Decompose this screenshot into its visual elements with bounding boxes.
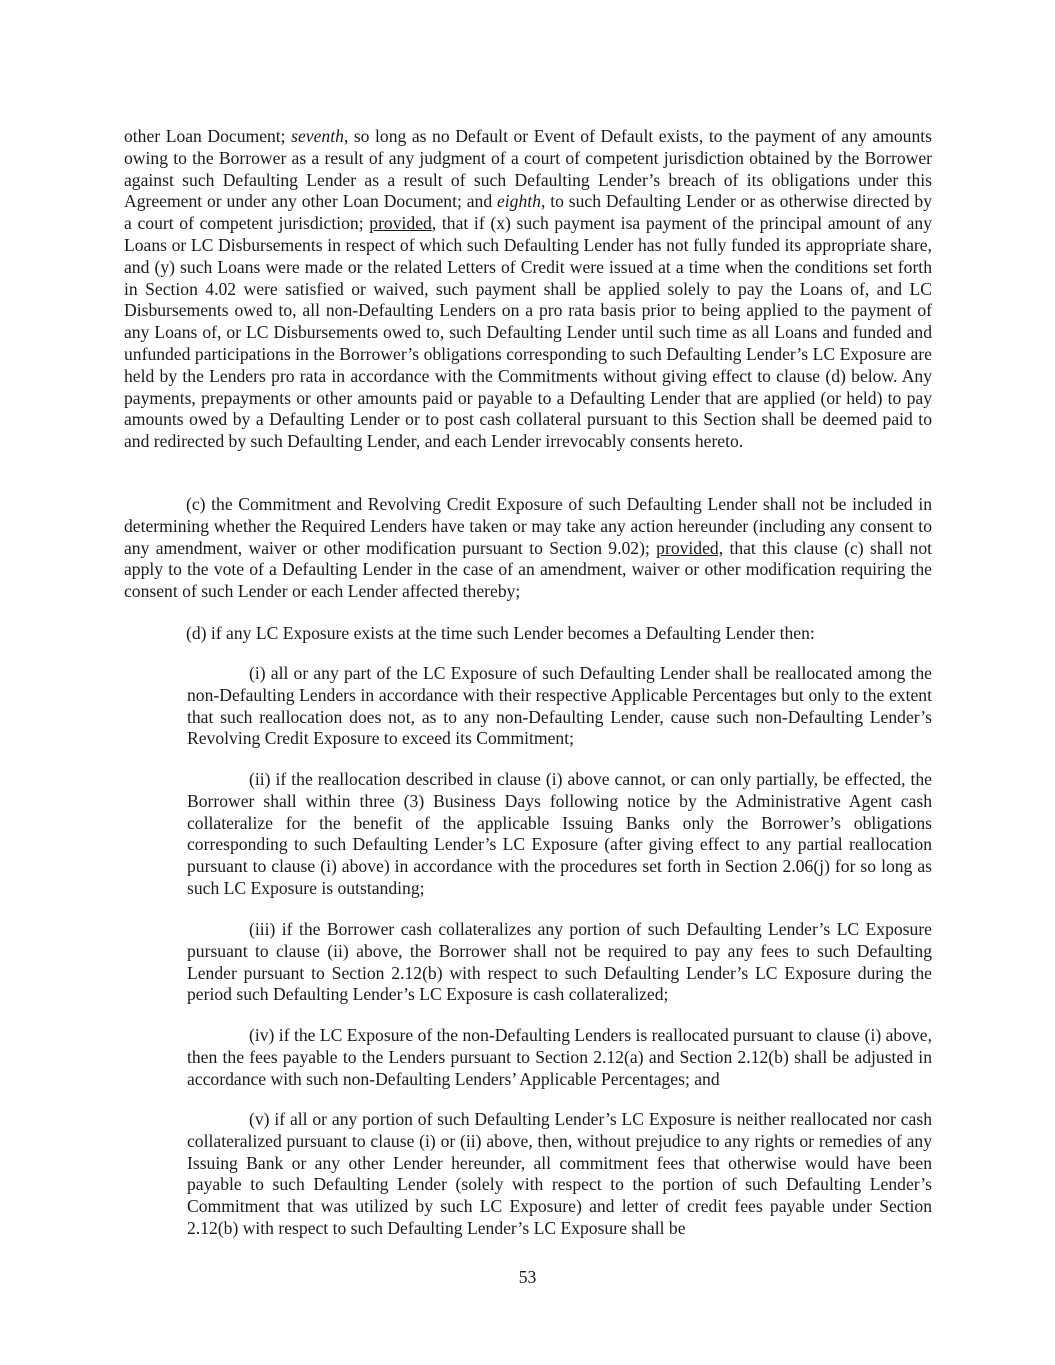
underlined-provided: provided [369,213,432,234]
page-number: 53 [518,1267,537,1287]
emphasis-eighth: eighth [496,191,541,212]
subparagraph-i: (i) all or any part of the LC Exposure of such Defaulting Lender shall be reallocated among the non-Defaulting Lenders in accordance with their respective Applicable Percentages but only to the extent that such reallocation does not, as to any non-Defaulting Lender, cause such non-Defaulting Lender’s Revolving Credit Exposure to exceed its Commitment; [187,663,932,749]
subparagraph-iv: (iv) if the LC Exposure of the non-Defaulting Lenders is reallocated pursuant to clause (i) above, then the fees payable to the Lenders pursuant to Section 2.12(a) and Section 2.12(b) shall be adjusted in accordance with such non-Defaulting Lenders’ Applicable Percentages; and [187,1025,932,1089]
subparagraph-v: (v) if all or any portion of such Defaulting Lender’s LC Exposure is neither reallocated nor cash collateralized pursuant to clause (i) or (ii) above, then, without prejudice to any rights or remedies of any Issuing Bank or any other Lender hereunder, all commitment fees that otherwise would have been payable to such Defaulting Lender (solely with respect to the portion of such Defaulting Lender’s Commitment that was utilized by such LC Exposure) and letter of credit fees payable under Section 2.12(b) with respect to such Defaulting Lender’s LC Exposure shall be [187,1109,932,1238]
emphasis-seventh: seventh [291,126,344,146]
paragraph-c: (c) the Commitment and Revolving Credit Exposure of such Defaulting Lender shall not be included in determining whether the Required Lenders have taken or may take any action hereunder (including any consent to any amendment, waiver or other modification pursuant to Section 9.02); provided, that this clause (c) shall not apply to the vote of a Defaulting Lender in the case of an amendment, waiver or other modification requiring the consent of such Lender or each Lender affected thereby; [124,494,932,602]
paragraph-d: (d) if any LC Exposure exists at the time such Lender becomes a Defaulting Lender then: [186,623,815,643]
paragraph-continuation: other Loan Document; seventh, so long as no Default or Event of Default exists, to the payment of any amounts owing to the Borrower as a result of any judgment of a court of competent jurisdiction obtained by the Borrower against such Defaulting Lender as a result of such Defaulting Lender’s breach of its obligations under this Agreement or under any other Loan Document; and eighth, to such Defaulting Lender or as otherwise directed by a court of competent jurisdiction; provided, that if (x) such payment isa payment of the principal amount of any Loans or LC Disbursements in respect of which such Defaulting Lender has not fully funded its appropriate share, and (y) such Loans were made or the related Letters of Credit were issued at a time when the conditions set forth in Section 4.02 were satisfied or waived, such payment shall be applied solely to pay the Loans of, and LC Disbursements owed to, all non-Defaulting Lenders on a pro rata basis prior to being applied to the payment of any Loans of, or LC Disbursements owed to, such Defaulting Lender until such time as all Loans and funded and unfunded participations in the Borrower’s obligations corresponding to such Defaulting Lender’s LC Exposure are held by the Lenders pro rata in accordance with the Commitments without giving effect to clause (d) below. Any payments, prepayments or other amounts paid or payable to a Defaulting Lender that are applied (or held) to pay amounts owed by a Defaulting Lender or to post cash collateral pursuant to this Section shall be deemed paid to and redirected by such Defaulting Lender, and each Lender irrevocably consents hereto. [124,126,933,452]
underlined-provided: provided, [656,537,724,558]
subparagraph-ii: (ii) if the reallocation described in clause (i) above cannot, or can only partially, be effected, the Borrower shall within three (3) Business Days following notice by the Administrative Agent cash collateralize for the benefit of the applicable Issuing Banks only the Borrower’s obligations corresponding to such Defaulting Lender’s LC Exposure (after giving effect to any partial reallocation pursuant to clause (i) above) in accordance with the procedures set forth in Section 2.06(j) for so long as such LC Exposure is outstanding; [187,769,932,898]
subparagraph-iii: (iii) if the Borrower cash collateralizes any portion of such Defaulting Lender’s LC Exposure pursuant to clause (ii) above, the Borrower shall not be required to pay any fees to such Defaulting Lender pursuant to Section 2.12(b) with respect to such Defaulting Lender’s LC Exposure during the period such Defaulting Lender’s LC Exposure is cash collateralized; [187,919,932,1005]
